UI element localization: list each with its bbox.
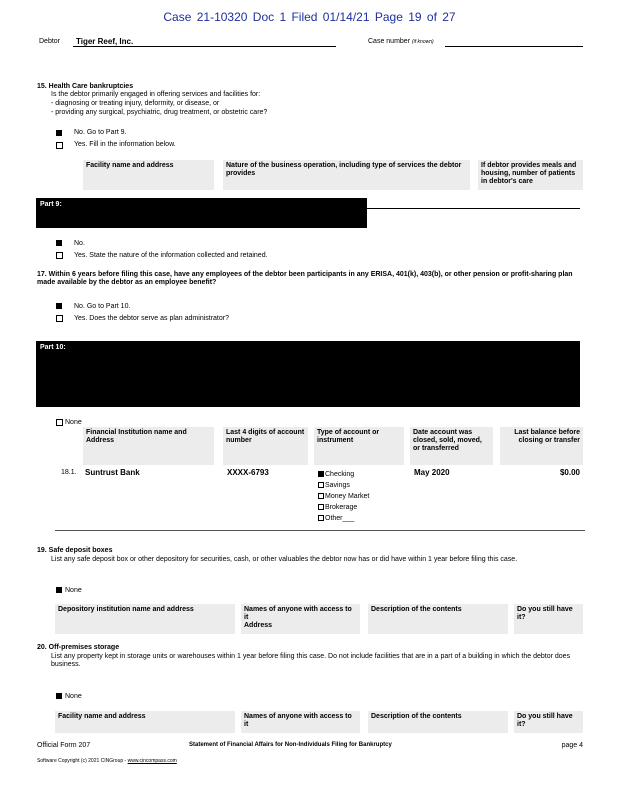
q18-closed-date: May 2020 — [414, 468, 450, 477]
q17-title: 17. Within 6 years before filing this case, have any employees of the debtor been participants in any ERISA, 401(k), 403(b), or other pension or profit-sharing plan made available by the debtor as an employee benefit? — [37, 271, 573, 286]
type-other-option[interactable] — [318, 513, 369, 524]
part9-rule — [367, 208, 580, 209]
q18-account-number: XXXX-6793 — [227, 468, 269, 477]
part9-label: Part 9: — [40, 201, 62, 208]
q19-col-still-have: Do you still have it? — [514, 604, 583, 634]
q20-col-facility: Facility name and address — [55, 711, 235, 733]
q18-bank-name: Suntrust Bank — [85, 468, 140, 477]
case-number-underline — [445, 46, 583, 47]
q16-no-label: No. — [74, 240, 85, 247]
brokerage-checkbox[interactable] — [318, 504, 324, 510]
case-header: Case 21-10320 Doc 1 Filed 01/14/21 Page 19 of 27 — [163, 10, 456, 24]
part9-banner — [36, 198, 367, 228]
q20-none-checkbox[interactable] — [56, 693, 62, 699]
debtor-label: Debtor — [39, 38, 61, 45]
type-savings-option[interactable] — [318, 480, 369, 491]
q19-col-names-label: Names of anyone with access to it — [244, 606, 352, 621]
cincompass-link[interactable]: www.cincompass.com — [127, 758, 177, 764]
q17-no-checkbox[interactable] — [56, 303, 62, 309]
q19-title: 19. Safe deposit boxes — [37, 547, 113, 554]
q17-yes-label: Yes. Does the debtor serve as plan administrator? — [74, 315, 229, 322]
q19-none-checkbox[interactable] — [56, 587, 62, 593]
q15-no-checkbox[interactable] — [56, 130, 62, 136]
brokerage-label: Brokerage — [325, 504, 358, 511]
q20-title: 20. Off-premises storage — [37, 644, 120, 651]
q19-col-depository: Depository institution name and address — [55, 604, 235, 634]
part10-banner — [36, 341, 580, 407]
savings-checkbox[interactable] — [318, 482, 324, 488]
q17-yes-checkbox[interactable] — [56, 315, 63, 322]
q17-no-label: No. Go to Part 10. — [74, 303, 131, 310]
q15-yes-checkbox[interactable] — [56, 142, 63, 149]
type-money-market-option[interactable] — [318, 491, 369, 502]
q18-col-institution: Financial Institution name and Address — [83, 427, 214, 465]
q20-col-contents: Description of the contents — [368, 711, 508, 733]
q20-col-names: Names of anyone with access to it — [241, 711, 360, 733]
type-brokerage-option[interactable] — [318, 502, 369, 513]
q15-line-3: - providing any surgical, psychiatric, drug treatment, or obstetric care? — [51, 109, 268, 116]
q19-col-address-label: Address — [244, 622, 273, 629]
q15-col-facility: Facility name and address — [83, 160, 214, 190]
q18-col-last4: Last 4 digits of account number — [223, 427, 308, 465]
q15-yes-label: Yes. Fill in the information below. — [74, 141, 176, 148]
q20-description: List any property kept in storage units or warehouses within 1 year before filing this case. Do not include facilities that are in a part of a building in which the debtor does business. — [51, 653, 571, 668]
other-checkbox[interactable] — [318, 515, 324, 521]
q18-row-number: 18.1. — [61, 469, 77, 476]
q19-description: List any safe deposit box or other depository for securities, cash, or other valuables the debtor now has or did have within 1 year before filing this case. — [51, 556, 518, 563]
q15-col-nature: Nature of the business operation, including type of services the debtor provides — [223, 160, 470, 190]
q18-row-divider — [55, 530, 585, 531]
q18-col-date: Date account was closed, sold, moved, or transferred — [410, 427, 493, 465]
q19-col-names — [241, 604, 360, 634]
q15-col-patients: If debtor provides meals and housing, number of patients in debtor's care — [478, 160, 583, 190]
checking-checkbox[interactable] — [318, 471, 324, 477]
q18-none-checkbox[interactable] — [56, 419, 63, 426]
copyright-text: Software Copyright (c) 2021 CINGroup - — [37, 758, 128, 764]
money-market-checkbox[interactable] — [318, 493, 324, 499]
q15-title: 15. Health Care bankruptcies — [37, 83, 134, 90]
type-checking-option[interactable] — [318, 469, 369, 480]
footer-form-number: Official Form 207 — [37, 742, 91, 749]
q18-col-balance: Last balance before closing or transfer — [500, 427, 583, 465]
q19-none-label: None — [65, 587, 82, 594]
savings-label: Savings — [325, 482, 350, 489]
q15-no-label: No. Go to Part 9. — [74, 129, 127, 136]
q18-last-balance: $0.00 — [559, 468, 580, 477]
q16-no-checkbox[interactable] — [56, 240, 62, 246]
money-market-label: Money Market — [325, 493, 370, 500]
other-label: Other___ — [325, 515, 355, 522]
q18-none-label: None — [65, 419, 82, 426]
debtor-name: Tiger Reef, Inc. — [76, 37, 134, 46]
q16-yes-checkbox[interactable] — [56, 252, 63, 259]
case-number-label: Case number (if known) — [368, 38, 434, 45]
q18-col-type: Type of account or instrument — [314, 427, 404, 465]
q15-line-2: - diagnosing or treating injury, deformity, or disease, or — [51, 100, 220, 107]
footer-title: Statement of Financial Affairs for Non-Individuals Filing for Bankruptcy — [189, 742, 392, 748]
q19-col-contents: Description of the contents — [368, 604, 508, 634]
q20-col-still-have: Do you still have it? — [514, 711, 583, 733]
debtor-name-underline — [73, 46, 336, 47]
q20-none-label: None — [65, 693, 82, 700]
footer-copyright — [37, 758, 177, 764]
part10-label: Part 10: — [40, 344, 66, 351]
q15-line-1: Is the debtor primarily engaged in offering services and facilities for: — [51, 91, 261, 98]
q18-account-types — [318, 469, 369, 524]
q16-yes-label: Yes. State the nature of the information collected and retained. — [74, 252, 268, 259]
footer-page-number: page 4 — [561, 742, 583, 749]
checking-label: Checking — [325, 471, 355, 478]
